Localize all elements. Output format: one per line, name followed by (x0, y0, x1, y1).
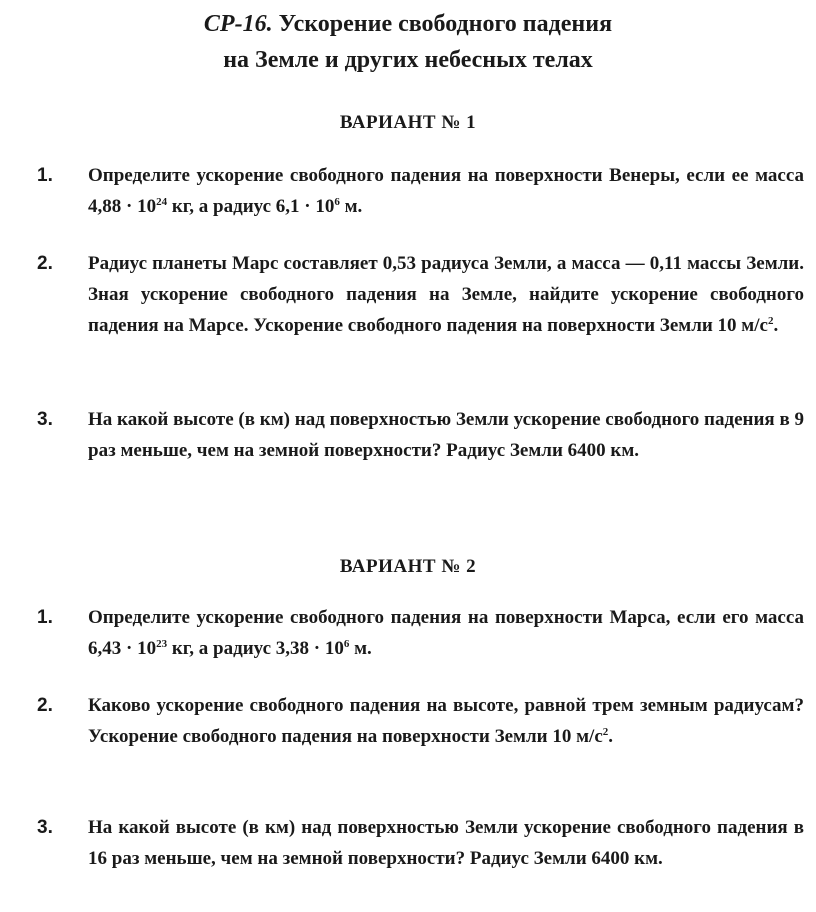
problem-text-part: м. (339, 196, 363, 217)
problem-text-part: Каково ускорение свободного падения на высоте, равной трем земным радиусам? Ускорение свободного падения на поверхности Земли 10 м/с (88, 695, 804, 747)
title-line-1 (0, 6, 816, 42)
problem-text-part: кг, а радиус 6,1 · 10 (167, 196, 335, 217)
worksheet-code: СР-16. (203, 11, 273, 37)
problem-number: 1. (37, 607, 53, 628)
problem-text (88, 160, 804, 222)
problem-text (88, 690, 804, 752)
exponent: 2 (767, 315, 774, 327)
title-line-2: на Земле и других небесных телах (223, 47, 593, 73)
exponent: 2 (602, 726, 609, 738)
problem-text (88, 602, 804, 664)
problem-text-part: Определите ускорение свободного падения на поверхности Марса, если его масса 6,43 · 10 (88, 607, 804, 659)
problem-text-part: м. (349, 638, 372, 659)
variant-1-heading: ВАРИАНТ № 1 (339, 112, 477, 133)
problem-text-part: кг, а радиус 3,38 · 10 (167, 638, 344, 659)
problem-number: 3. (37, 409, 53, 430)
problem-text-part: Определите ускорение свободного падения на поверхности Венеры, если ее масса 4,88 · 10 (88, 165, 804, 217)
variant-2-heading: ВАРИАНТ № 2 (339, 556, 477, 577)
exponent: 6 (343, 638, 350, 650)
title-text-1: Ускорение свободного падения (278, 11, 613, 37)
problem-number: 1. (37, 165, 53, 186)
exponent: 6 (334, 196, 340, 208)
problem-text (88, 248, 804, 341)
problem-number: 2. (37, 695, 53, 716)
problem-text: На какой высоте (в км) над поверхностью Земли ускорение свободного падения в 16 раз меньше, чем на земной поверхности? Радиус Земли 6400 км. (88, 817, 804, 869)
problem-number: 3. (37, 817, 53, 838)
problem-text-part: Радиус планеты Марс составляет 0,53 радиуса Земли, а масса — 0,11 массы Земли. Зная ускорение свободного падения на Земле, найдите ускорение свободного падения на Марсе. Ускорение свободного падения на поверхности Земли 10 м/с (88, 253, 804, 336)
problem-text-part: . (773, 315, 779, 336)
exponent: 24 (156, 196, 168, 208)
page-title (0, 6, 816, 78)
problem-text-part: . (608, 726, 614, 747)
exponent: 23 (156, 638, 168, 650)
problem-number: 2. (37, 253, 53, 274)
problem-text: На какой высоте (в км) над поверхностью Земли ускорение свободного падения в 9 раз меньше, чем на земной поверхности? Радиус Земли 6400 км. (88, 409, 804, 461)
